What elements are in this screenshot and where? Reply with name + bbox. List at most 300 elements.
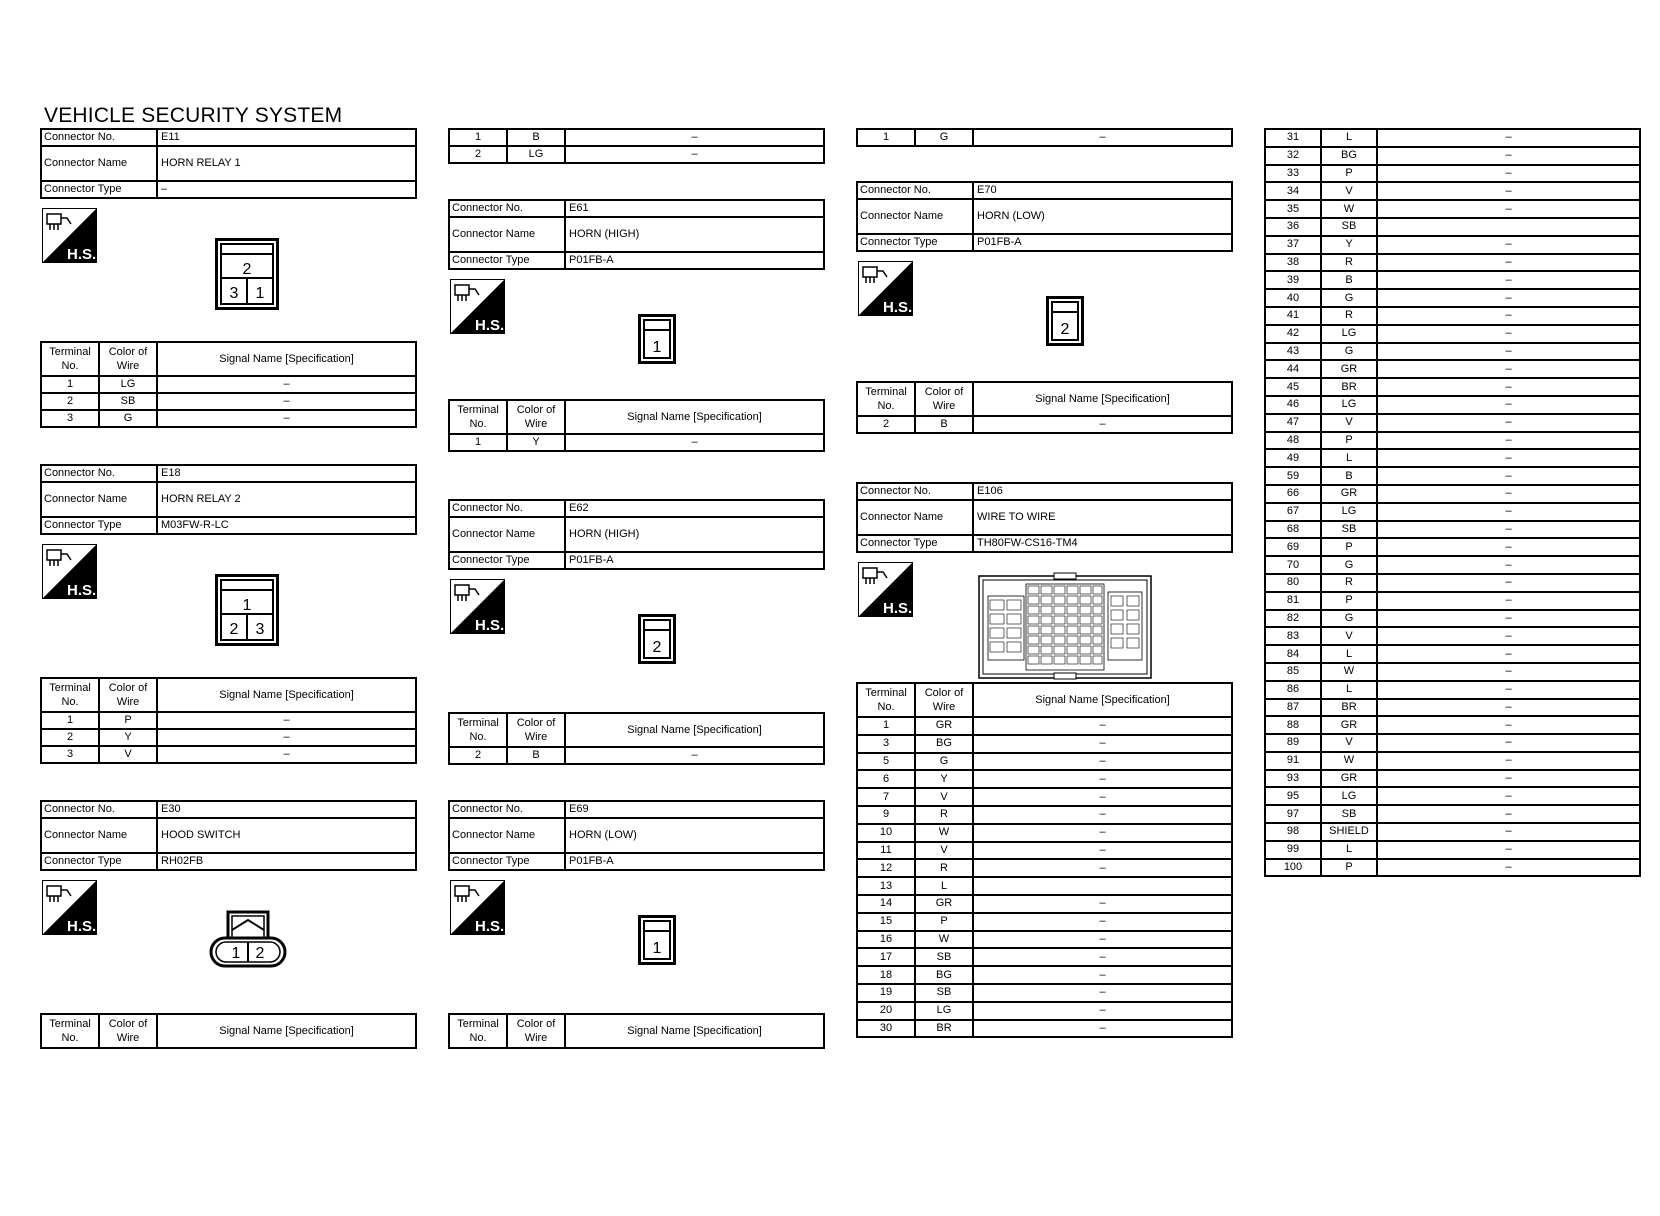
signal-cell: – (1377, 432, 1640, 450)
signal-cell: – (1377, 770, 1640, 788)
signal-cell: – (1377, 556, 1640, 574)
terminal-cell: 16 (857, 931, 915, 949)
signal-cell: – (1377, 307, 1640, 325)
color-cell: W (915, 931, 973, 949)
terminal-cell: 40 (1265, 289, 1321, 307)
color-cell: BR (1321, 699, 1377, 717)
terminal-cell: 83 (1265, 627, 1321, 645)
e30-connector-diagram (208, 908, 288, 970)
table-row (1265, 182, 1640, 200)
table-row (1265, 129, 1640, 147)
signal-cell: – (1377, 129, 1640, 147)
signal-cell: – (1377, 182, 1640, 200)
color-cell: BG (1321, 147, 1377, 165)
terminal-cell: 1 (857, 717, 915, 735)
svg-text:H.S.: H.S. (883, 299, 913, 316)
connector-name-label: Connector Name (41, 146, 157, 181)
table-row (1265, 360, 1640, 378)
pin-label: 2 (255, 945, 265, 962)
table-row (1265, 645, 1640, 663)
connector-no-label: Connector No. (41, 129, 157, 146)
table-row (1265, 592, 1640, 610)
signal-cell: – (1377, 681, 1640, 699)
signal-name-header: Signal Name [Specification] (973, 382, 1232, 416)
signal-cell: – (973, 806, 1232, 824)
terminal-cell: 35 (1265, 200, 1321, 218)
terminal-cell: 80 (1265, 574, 1321, 592)
pin-label: 1 (652, 339, 662, 356)
connector-header-table (448, 199, 825, 270)
color-cell: P (1321, 592, 1377, 610)
color-cell: G (1321, 289, 1377, 307)
terminal-cell: 1 (449, 434, 507, 451)
connector-type-value: – (157, 181, 416, 198)
terminal-cell: 100 (1265, 859, 1321, 877)
signal-cell: – (1377, 449, 1640, 467)
connector-e18 (40, 464, 417, 760)
wire-table (448, 712, 825, 765)
signal-cell: – (157, 729, 416, 746)
color-cell: LG (1321, 787, 1377, 805)
table-row (1265, 627, 1640, 645)
terminal-no-header: Terminal No. (41, 1014, 99, 1048)
terminal-cell: 2 (41, 729, 99, 746)
table-row (1265, 841, 1640, 859)
pin-label: 3 (255, 621, 265, 638)
connector-name-value: HORN (HIGH) (565, 217, 824, 252)
terminal-cell: 98 (1265, 823, 1321, 841)
color-cell: LG (1321, 396, 1377, 414)
connector-no-value: E106 (973, 483, 1232, 500)
color-cell: R (1321, 574, 1377, 592)
connector-no-value: E70 (973, 182, 1232, 199)
color-cell: G (1321, 343, 1377, 361)
signal-cell: – (1377, 734, 1640, 752)
signal-cell: – (973, 735, 1232, 753)
signal-cell: – (973, 753, 1232, 771)
terminal-cell: 5 (857, 753, 915, 771)
color-cell: V (915, 842, 973, 860)
terminal-cell: 32 (1265, 147, 1321, 165)
terminal-cell: 41 (1265, 307, 1321, 325)
signal-cell: – (973, 770, 1232, 788)
table-row (1265, 823, 1640, 841)
signal-cell: – (1377, 521, 1640, 539)
connector-type-label: Connector Type (857, 234, 973, 251)
e70-connector-diagram (1046, 296, 1084, 346)
color-cell: W (1321, 663, 1377, 681)
terminal-no-header: Terminal No. (41, 342, 99, 376)
connector-name-value: WIRE TO WIRE (973, 500, 1232, 535)
table-row (1265, 805, 1640, 823)
connector-type-label: Connector Type (449, 552, 565, 569)
signal-cell: – (973, 913, 1232, 931)
terminal-cell: 12 (857, 859, 915, 877)
table-row (1265, 859, 1640, 877)
pin-label: 1 (242, 597, 252, 614)
signal-cell: – (1377, 592, 1640, 610)
wire-table (856, 381, 1233, 434)
color-cell: B (507, 129, 565, 146)
terminal-cell: 88 (1265, 716, 1321, 734)
connector-name-value: HORN RELAY 2 (157, 482, 416, 517)
connector-header-table (856, 181, 1233, 252)
color-cell: Y (507, 434, 565, 451)
harness-side-icon (858, 562, 913, 617)
signal-cell: – (157, 410, 416, 427)
color-of-wire-header: Color of Wire (507, 713, 565, 747)
connector-name-label: Connector Name (41, 818, 157, 853)
pin-label: 3 (229, 285, 239, 302)
terminal-cell: 69 (1265, 538, 1321, 556)
table-row (1265, 325, 1640, 343)
signal-cell: – (1377, 805, 1640, 823)
signal-cell: – (1377, 645, 1640, 663)
color-cell: GR (1321, 770, 1377, 788)
wire-table (40, 677, 417, 764)
terminal-cell: 82 (1265, 610, 1321, 628)
connector-name-label: Connector Name (449, 818, 565, 853)
connector-no-value: E11 (157, 129, 416, 146)
color-cell: SB (1321, 805, 1377, 823)
signal-cell: – (1377, 699, 1640, 717)
connector-type-label: Connector Type (41, 517, 157, 534)
terminal-cell: 1 (41, 712, 99, 729)
signal-cell (973, 877, 1232, 895)
terminal-cell: 1 (857, 129, 915, 146)
continued-wire-table (448, 128, 825, 164)
color-cell: V (1321, 627, 1377, 645)
color-of-wire-header: Color of Wire (915, 683, 973, 717)
signal-cell: – (1377, 859, 1640, 877)
table-row (1265, 378, 1640, 396)
connector-name-value: HORN (LOW) (973, 199, 1232, 234)
pin-label: 2 (229, 621, 239, 638)
color-of-wire-header: Color of Wire (507, 1014, 565, 1048)
terminal-no-header: Terminal No. (449, 1014, 507, 1048)
signal-cell: – (1377, 360, 1640, 378)
connector-e61 (448, 199, 825, 448)
connector-type-label: Connector Type (41, 853, 157, 870)
terminal-cell: 15 (857, 913, 915, 931)
table-row (1265, 574, 1640, 592)
table-row (1265, 752, 1640, 770)
color-cell: B (507, 747, 565, 764)
table-row (1265, 716, 1640, 734)
e106-connector-diagram (978, 572, 1152, 680)
terminal-cell: 37 (1265, 236, 1321, 254)
signal-cell: – (1377, 271, 1640, 289)
terminal-cell: 84 (1265, 645, 1321, 663)
harness-side-icon (42, 208, 97, 263)
terminal-cell: 38 (1265, 254, 1321, 272)
color-cell: W (1321, 752, 1377, 770)
color-cell: V (1321, 414, 1377, 432)
signal-cell (1377, 218, 1640, 236)
terminal-cell: 1 (41, 376, 99, 393)
connector-header-table (40, 800, 417, 871)
signal-cell: – (1377, 396, 1640, 414)
signal-cell: – (1377, 538, 1640, 556)
terminal-cell: 30 (857, 1020, 915, 1038)
connector-no-label: Connector No. (857, 483, 973, 500)
signal-cell: – (973, 1002, 1232, 1020)
signal-name-header: Signal Name [Specification] (565, 1014, 824, 1048)
terminal-cell: 2 (449, 146, 507, 163)
terminal-cell: 33 (1265, 165, 1321, 183)
color-cell: SB (99, 393, 157, 410)
signal-cell: – (565, 434, 824, 451)
signal-cell: – (1377, 503, 1640, 521)
signal-cell: – (565, 129, 824, 146)
harness-side-icon (858, 261, 913, 316)
color-cell: V (1321, 182, 1377, 200)
connector-type-value: RH02FB (157, 853, 416, 870)
signal-name-header: Signal Name [Specification] (157, 678, 416, 712)
signal-cell: – (973, 717, 1232, 735)
terminal-cell: 34 (1265, 182, 1321, 200)
continued-wire-table (1264, 128, 1641, 877)
terminal-cell: 48 (1265, 432, 1321, 450)
terminal-cell: 19 (857, 984, 915, 1002)
signal-cell: – (1377, 414, 1640, 432)
table-row (1265, 147, 1640, 165)
connector-type-label: Connector Type (449, 853, 565, 870)
signal-cell: – (1377, 467, 1640, 485)
color-cell: BR (915, 1020, 973, 1038)
color-cell: LG (1321, 503, 1377, 521)
signal-cell: – (1377, 378, 1640, 396)
signal-cell: – (1377, 752, 1640, 770)
connector-name-label: Connector Name (449, 217, 565, 252)
signal-name-header: Signal Name [Specification] (157, 1014, 416, 1048)
table-row (1265, 699, 1640, 717)
signal-cell: – (157, 712, 416, 729)
signal-name-header: Signal Name [Specification] (973, 683, 1232, 717)
color-cell: B (1321, 467, 1377, 485)
table-row (1265, 538, 1640, 556)
wire-table (448, 1013, 825, 1049)
color-cell: G (1321, 556, 1377, 574)
signal-cell: – (157, 746, 416, 763)
connector-header-table (40, 464, 417, 535)
signal-cell: – (1377, 716, 1640, 734)
color-cell: R (1321, 254, 1377, 272)
signal-cell: – (1377, 147, 1640, 165)
table-row (1265, 200, 1640, 218)
continued-wire-table (856, 128, 1233, 147)
terminal-cell: 18 (857, 966, 915, 984)
signal-cell: – (1377, 823, 1640, 841)
svg-text:H.S.: H.S. (883, 600, 913, 617)
terminal-cell: 43 (1265, 343, 1321, 361)
connector-no-value: E69 (565, 801, 824, 818)
connector-name-label: Connector Name (857, 199, 973, 234)
color-cell: G (99, 410, 157, 427)
terminal-cell: 36 (1265, 218, 1321, 236)
color-cell: V (915, 788, 973, 806)
color-of-wire-header: Color of Wire (99, 1014, 157, 1048)
signal-cell: – (1377, 343, 1640, 361)
signal-cell: – (1377, 787, 1640, 805)
table-row (1265, 165, 1640, 183)
color-cell: R (915, 806, 973, 824)
table-row (1265, 787, 1640, 805)
signal-cell: – (565, 747, 824, 764)
table-row (1265, 663, 1640, 681)
terminal-cell: 99 (1265, 841, 1321, 859)
signal-cell: – (157, 376, 416, 393)
signal-cell: – (1377, 165, 1640, 183)
signal-cell: – (157, 393, 416, 410)
terminal-no-header: Terminal No. (857, 382, 915, 416)
connector-e30 (40, 800, 417, 1044)
color-cell: GR (1321, 360, 1377, 378)
harness-side-icon (450, 579, 505, 634)
terminal-cell: 10 (857, 824, 915, 842)
connector-no-value: E62 (565, 500, 824, 517)
color-cell: SB (1321, 521, 1377, 539)
terminal-cell: 13 (857, 877, 915, 895)
color-cell: P (1321, 859, 1377, 877)
harness-side-icon (42, 880, 97, 935)
terminal-cell: 6 (857, 770, 915, 788)
e69-connector-diagram (638, 915, 676, 965)
color-cell: SB (1321, 218, 1377, 236)
color-of-wire-header: Color of Wire (99, 342, 157, 376)
signal-cell: – (1377, 610, 1640, 628)
color-cell: G (1321, 610, 1377, 628)
connector-type-value: TH80FW-CS16-TM4 (973, 535, 1232, 552)
terminal-cell: 87 (1265, 699, 1321, 717)
wire-table (40, 341, 417, 428)
color-of-wire-header: Color of Wire (915, 382, 973, 416)
connector-type-label: Connector Type (449, 252, 565, 269)
signal-cell: – (973, 842, 1232, 860)
svg-text:H.S.: H.S. (475, 317, 505, 334)
connector-name-value: HORN (HIGH) (565, 517, 824, 552)
signal-cell: – (1377, 841, 1640, 859)
table-row (1265, 236, 1640, 254)
connector-e62 (448, 499, 825, 761)
terminal-cell: 3 (41, 746, 99, 763)
signal-cell: – (973, 948, 1232, 966)
connector-e106 (856, 482, 1233, 1034)
pin-label: 2 (652, 639, 662, 656)
table-row (1265, 734, 1640, 752)
color-cell: LG (915, 1002, 973, 1020)
terminal-cell: 7 (857, 788, 915, 806)
terminal-cell: 11 (857, 842, 915, 860)
signal-cell: – (1377, 627, 1640, 645)
harness-side-icon (42, 544, 97, 599)
terminal-cell: 2 (857, 416, 915, 433)
terminal-cell: 45 (1265, 378, 1321, 396)
color-cell: B (915, 416, 973, 433)
signal-cell: – (973, 416, 1232, 433)
terminal-cell: 20 (857, 1002, 915, 1020)
color-cell: P (1321, 165, 1377, 183)
svg-text:H.S.: H.S. (67, 918, 97, 935)
table-row (1265, 271, 1640, 289)
color-cell: L (1321, 841, 1377, 859)
connector-name-label: Connector Name (857, 500, 973, 535)
signal-cell: – (1377, 254, 1640, 272)
connector-name-value: HORN (LOW) (565, 818, 824, 853)
color-cell: LG (1321, 325, 1377, 343)
color-cell: SB (915, 948, 973, 966)
connector-e11 (40, 128, 417, 424)
connector-header-table (448, 800, 825, 871)
color-cell: P (915, 913, 973, 931)
color-cell: L (915, 877, 973, 895)
terminal-cell: 31 (1265, 129, 1321, 147)
terminal-cell: 95 (1265, 787, 1321, 805)
terminal-no-header: Terminal No. (41, 678, 99, 712)
color-cell: Y (915, 770, 973, 788)
connector-header-table (40, 128, 417, 199)
table-row (1265, 307, 1640, 325)
e61-connector-diagram (638, 314, 676, 364)
color-cell: W (1321, 200, 1377, 218)
terminal-cell: 14 (857, 895, 915, 913)
terminal-cell: 17 (857, 948, 915, 966)
table-row (1265, 681, 1640, 699)
connector-no-label: Connector No. (41, 465, 157, 482)
table-row (1265, 610, 1640, 628)
connector-header-table (856, 482, 1233, 553)
color-cell: P (1321, 538, 1377, 556)
svg-text:H.S.: H.S. (475, 617, 505, 634)
color-cell: Y (1321, 236, 1377, 254)
terminal-no-header: Terminal No. (449, 400, 507, 434)
connector-e70 (856, 181, 1233, 430)
color-cell: V (1321, 734, 1377, 752)
signal-cell: – (1377, 325, 1640, 343)
color-of-wire-header: Color of Wire (99, 678, 157, 712)
signal-name-header: Signal Name [Specification] (565, 400, 824, 434)
pin-label: 2 (242, 261, 252, 278)
table-row (1265, 289, 1640, 307)
connector-no-label: Connector No. (449, 500, 565, 517)
wire-table (856, 682, 1233, 1038)
color-cell: B (1321, 271, 1377, 289)
signal-cell: – (1377, 200, 1640, 218)
color-cell: L (1321, 681, 1377, 699)
signal-cell: – (1377, 236, 1640, 254)
connector-name-label: Connector Name (449, 517, 565, 552)
table-row (1265, 770, 1640, 788)
color-cell: L (1321, 449, 1377, 467)
color-cell: L (1321, 129, 1377, 147)
signal-cell: – (1377, 485, 1640, 503)
color-cell: LG (99, 376, 157, 393)
signal-cell: – (973, 859, 1232, 877)
connector-no-label: Connector No. (449, 801, 565, 818)
color-cell: GR (915, 895, 973, 913)
color-cell: SHIELD (1321, 823, 1377, 841)
table-row (1265, 449, 1640, 467)
terminal-cell: 68 (1265, 521, 1321, 539)
table-row (1265, 343, 1640, 361)
color-cell: BG (915, 966, 973, 984)
color-of-wire-header: Color of Wire (507, 400, 565, 434)
color-cell: GR (915, 717, 973, 735)
color-cell: R (915, 859, 973, 877)
svg-text:H.S.: H.S. (67, 246, 97, 263)
table-row (1265, 467, 1640, 485)
table-row (1265, 414, 1640, 432)
